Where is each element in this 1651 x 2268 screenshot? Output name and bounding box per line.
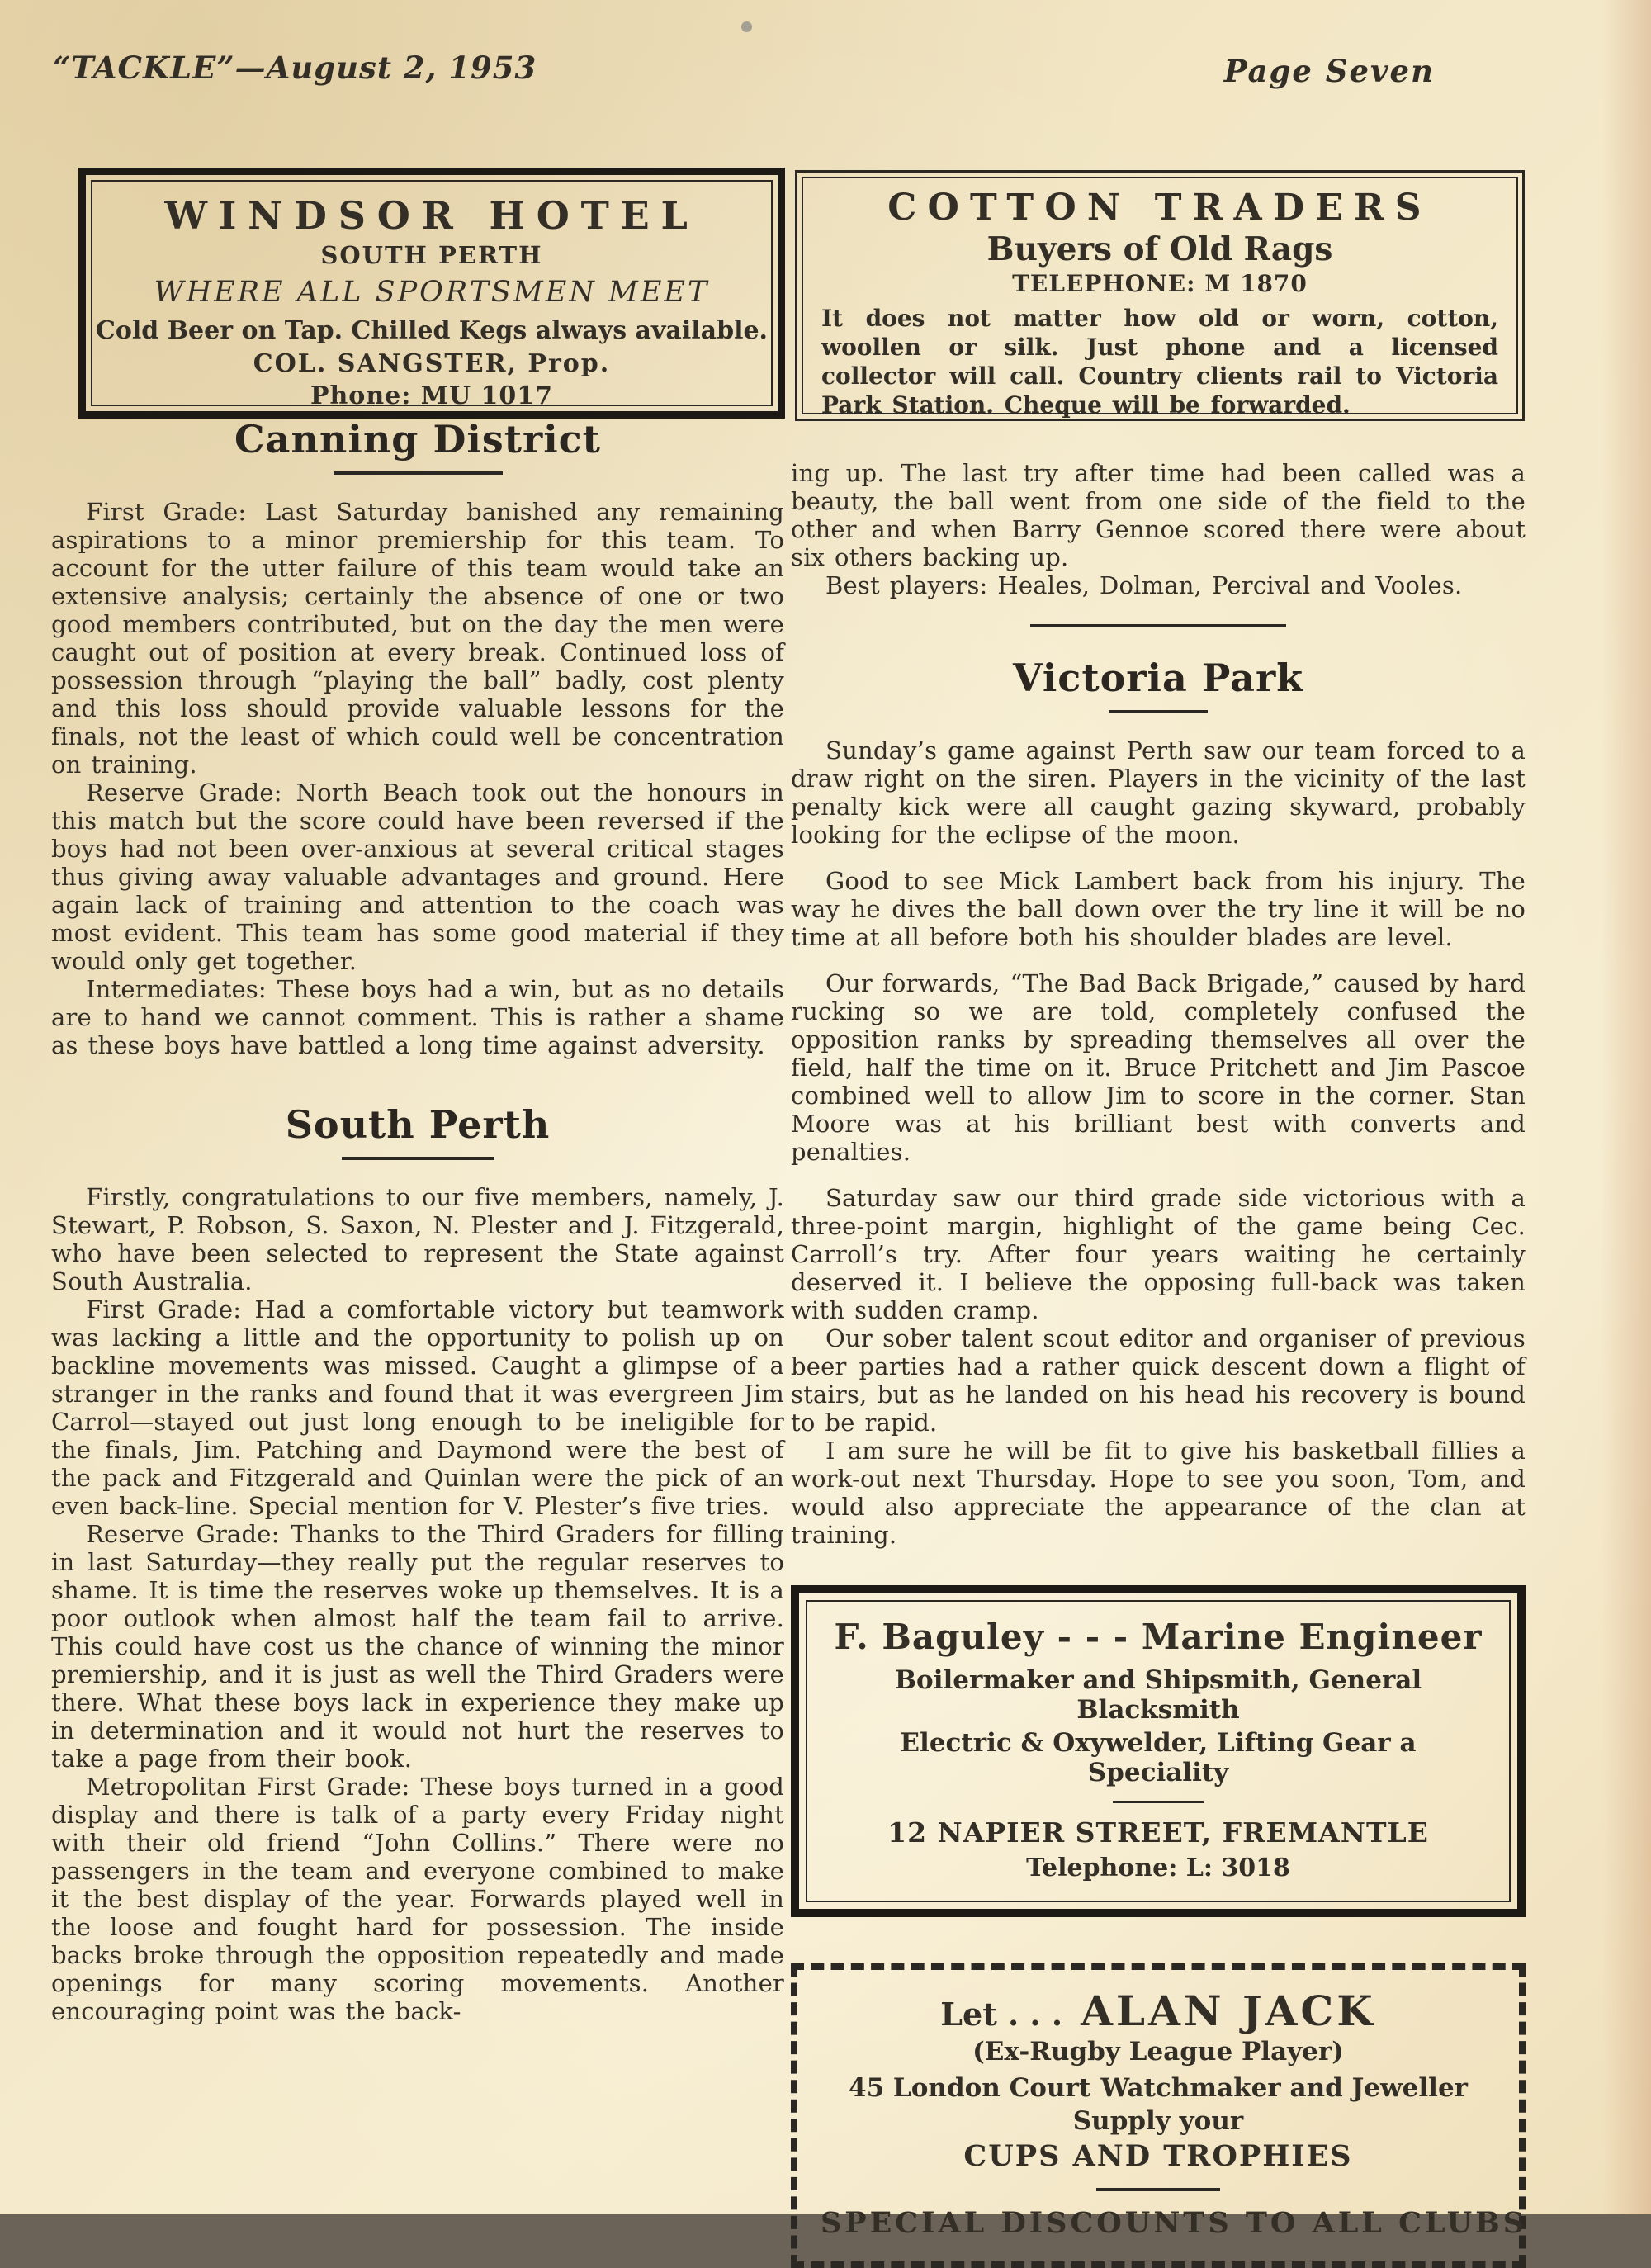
windsor-tagline: WHERE ALL SPORTSMEN MEET xyxy=(154,276,710,309)
masthead-title: “TACKLE”—August 2, 1953 xyxy=(53,50,537,86)
article-paragraph: First Grade: Had a comfortable victory but teamwork was lacking a little and the opportunity to polish up on backline movements was missed. Caught a glimpse of a stranger in the ranks and found that it was evergreen Jim Carrol—stayed out just long enough to be ineligible for the finals, Jim. Patching and Daymond were the best of the pack and Fitzgerald and Quinlan were the pick of an even back-line. Special mention for V. Plester’s five tries. xyxy=(51,1295,784,1520)
paper-speck xyxy=(741,21,752,32)
article-paragraph: Metropolitan First Grade: These boys turned in a good display and there is talk of a party every Friday night with their old friend “John Collins.” There were no passengers in the team and everyone combined to make it the best display of the year. Forwards played well in the loose and fought hard for possession. The inside backs broke through the opposition repeatedly and made openings for many scoring movements. Another encouraging point was the back- xyxy=(51,1773,784,2025)
ad-windsor-frame xyxy=(91,180,773,410)
ad-divider-rule xyxy=(1113,1801,1204,1803)
article-paragraph: Saturday saw our third grade side victorious with a three-point margin, highlight of the game being Cec. Carroll’s try. After four years waiting he certainly deserved it. I believe the opposing full-back was taken with sudden cramp. xyxy=(791,1184,1526,1324)
ad-alan-jack xyxy=(791,1963,1526,2268)
ad-baguley-marine-engineer xyxy=(791,1585,1526,1917)
alan-jack-address: 45 London Court xyxy=(849,2073,1091,2103)
article-paragraph: Intermediates: These boys had a win, but as no details are to hand we cannot comment. This is rather a shame as these boys have battled a long time against adversity. xyxy=(51,975,784,1059)
baguley-line-trades1: Boilermaker and Shipsmith, General Blacksmith xyxy=(894,1665,1422,1725)
article-title-canning: Canning District xyxy=(234,417,601,462)
article-south-perth xyxy=(51,1102,784,2025)
ad-baguley-frame xyxy=(806,1600,1511,1902)
left-column xyxy=(51,417,784,2025)
cotton-title: COTTON TRADERS xyxy=(887,187,1432,229)
article-paragraph: Good to see Mick Lambert back from his injury. The way he dives the ball down over the try line it will be no time at all before both his shoulder blades are level. xyxy=(791,867,1526,951)
heading-rule xyxy=(334,471,503,475)
ad-cotton-traders xyxy=(795,170,1525,421)
article-title-south-perth: South Perth xyxy=(285,1102,551,1147)
alan-jack-name: ALAN JACK xyxy=(1081,1986,1376,2035)
windsor-line-phone: Phone: MU 1017 xyxy=(310,381,554,410)
article-paragraph: Our sober talent scout editor and organiser of previous beer parties had a rather quick descent down a flight of stairs, but as he landed on his head his recovery is bound to be rapid. xyxy=(791,1324,1526,1437)
alan-jack-footer: SPECIAL DISCOUNTS TO ALL CLUBS xyxy=(821,2206,1528,2240)
article-paragraph: Reserve Grade: North Beach took out the honours in this match but the score could have been reversed if the boys had not been over-anxious at several critical stages thus giving away valuable advantages and ground. Here again lack of training and attention to the coach was most evident. This team has some good material if they would only get together. xyxy=(51,779,784,975)
article-paragraph: Sunday’s game against Perth saw our team forced to a draw right on the siren. Players in the vicinity of the last penalty kick were all caught gazing skyward, probably looking for the eclipse of the moon. xyxy=(791,736,1526,849)
article-paragraph: Our forwards, “The Bad Back Brigade,” caused by hard rucking so we are told, completely confused the opposition ranks by spreading themselves all over the field, half the time on it. Bruce Pritchett and Jim Pascoe combined well to allow Jim to score in the corner. Stan Moore was at his brilliant best with converts and penalties. xyxy=(791,969,1526,1166)
windsor-line-beer: Cold Beer on Tap. Chilled Kegs always available. xyxy=(95,316,768,345)
windsor-line-proprietor: COL. SANGSTER, Prop. xyxy=(253,349,611,378)
article-separator-rule xyxy=(1030,624,1286,627)
baguley-phone: Telephone: L: 3018 xyxy=(1026,1854,1290,1882)
alan-jack-trade: Watchmaker and Jeweller xyxy=(1100,2073,1468,2103)
alan-jack-cups: CUPS AND TROPHIES xyxy=(963,2139,1353,2173)
article-paragraph: ing up. The last try after time had been called was a beauty, the ball went from one side of the field to the other and when Barry Gennoe scored there were about six others backing up. xyxy=(791,459,1526,571)
article-paragraph: First Grade: Last Saturday banished any remaining aspirations to a minor premiership for this team. To account for the utter failure of this team would take an extensive analysis; certainly the absence of one or two good members contributed, but on the day the men were caught out of position at every break. Continued loss of possession through “playing the ball” badly, cost plenty and this loss should provide valuable lessons for the finals, not the least of which could well be concentration on training. xyxy=(51,498,784,779)
article-paragraph: I am sure he will be fit to give his basketball fillies a work-out next Thursday. Hope to see you soon, Tom, and would also appreciate the appearance of the clan at training. xyxy=(791,1437,1526,1549)
cotton-body: It does not matter how old or worn, cotton, woollen or silk. Just phone and a licensed collector will call. Country clients rail to Victoria Park Station. Cheque will be forwarded. xyxy=(821,305,1498,419)
windsor-title: WINDSOR HOTEL xyxy=(164,193,699,238)
article-paragraph: Firstly, congratulations to our five members, namely, J. Stewart, P. Robson, S. Saxon, N. Plester and J. Fitzgerald, who have been selected to represent the State against South Australia. xyxy=(51,1183,784,1295)
baguley-address: 12 NAPIER STREET, FREMANTLE xyxy=(887,1816,1429,1849)
ad-cotton-frame xyxy=(802,177,1518,419)
article-canning-district xyxy=(51,417,784,1059)
heading-rule xyxy=(1109,710,1208,713)
article-title-victoria-park: Victoria Park xyxy=(1012,656,1304,700)
heading-rule xyxy=(342,1157,494,1160)
cotton-phone: TELEPHONE: M 1870 xyxy=(1012,270,1308,297)
baguley-line-trades2: Electric & Oxywelder, Lifting Gear a Speciality xyxy=(900,1728,1417,1787)
article-victoria-park xyxy=(791,656,1526,1549)
cotton-subtitle: Buyers of Old Rags xyxy=(986,230,1333,268)
alan-jack-subtitle: (Ex-Rugby League Player) xyxy=(972,2037,1344,2067)
right-column xyxy=(791,459,1526,2268)
article-paragraph: Reserve Grade: Thanks to the Third Graders for filling in last Saturday—they really put the regular reserves to shame. It is time the reserves woke up themselves. It is a poor outlook when almost half the team fail to arrive. This could have cost us the chance of winning the minor premiership, and it is just as well the Third Graders were there. What these boys lack in experience they make up in determination and it would not hurt the reserves to take a page from their book. xyxy=(51,1520,784,1773)
alan-jack-address-row xyxy=(821,2073,1496,2103)
windsor-subtitle: SOUTH PERTH xyxy=(320,241,543,269)
article-paragraph: Best players: Heales, Dolman, Percival and Vooles. xyxy=(826,571,1463,599)
baguley-title: F. Baguley - - - Marine Engineer xyxy=(834,1617,1483,1657)
ad-windsor-hotel xyxy=(78,168,785,419)
alan-jack-supply: Supply your xyxy=(1072,2106,1244,2136)
alan-jack-lead: Let . . . xyxy=(940,1996,1063,2033)
ad-divider-rule xyxy=(1096,2188,1220,2191)
page-number: Page Seven xyxy=(1223,53,1435,89)
article-south-perth-continued xyxy=(791,459,1526,599)
alan-jack-title-row xyxy=(821,1986,1496,2035)
